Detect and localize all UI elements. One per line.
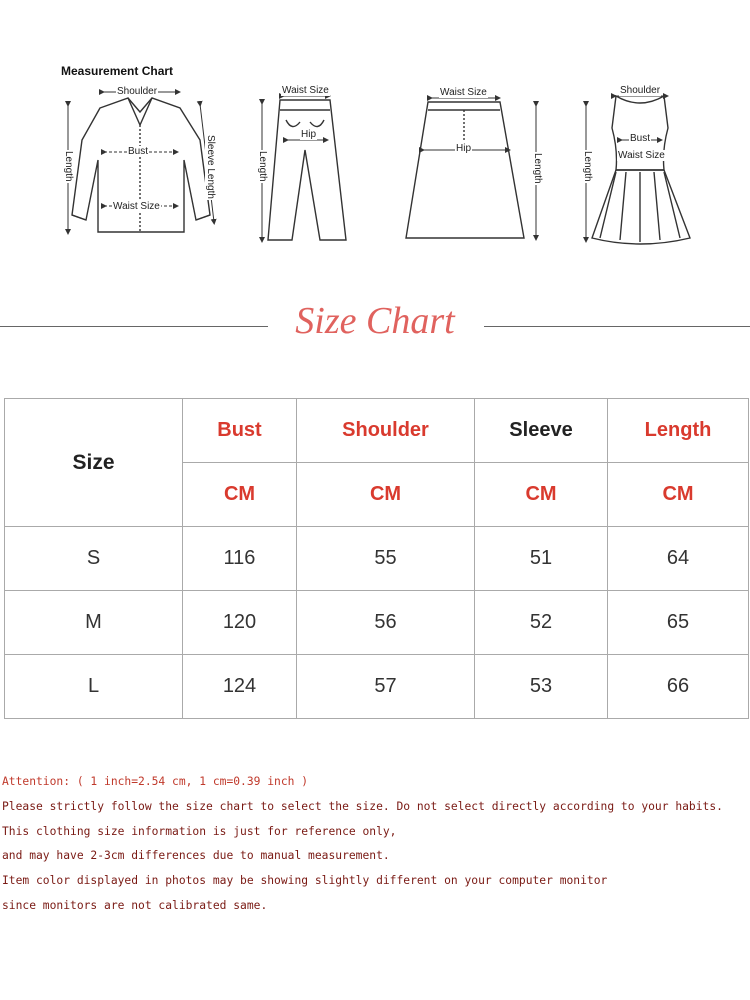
skirt-waist-label: Waist Size xyxy=(440,87,487,98)
table-row xyxy=(5,527,749,591)
garment-diagrams xyxy=(0,0,750,260)
size-cell: M xyxy=(5,591,183,655)
size-chart-title: Size Chart xyxy=(295,300,455,342)
pants-waist-label: Waist Size xyxy=(282,85,329,96)
size-notes xyxy=(2,770,723,919)
bust-cell: 124 xyxy=(183,655,297,719)
length-unit: CM xyxy=(608,463,749,527)
heading-divider-left xyxy=(0,326,268,327)
heading-divider-right xyxy=(484,326,750,327)
table-header-row xyxy=(5,399,749,463)
shoulder-cell: 55 xyxy=(297,527,475,591)
size-cell: S xyxy=(5,527,183,591)
skirt-hip-label: Hip xyxy=(456,143,472,154)
shirt-waist-label: Waist Size xyxy=(113,201,160,212)
table-row xyxy=(5,591,749,655)
skirt-length-label: Length xyxy=(532,153,543,184)
dress-bust-label: Bust xyxy=(630,133,651,144)
bust-cell: 120 xyxy=(183,591,297,655)
length-column-header: Length xyxy=(608,399,749,463)
dress-waist-label: Waist Size xyxy=(618,150,665,161)
shoulder-cell: 56 xyxy=(297,591,475,655)
attention-note: Attention: ( 1 inch=2.54 cm, 1 cm=0.39 inch ) xyxy=(2,775,309,788)
dress-shoulder-label: Shoulder xyxy=(620,85,661,96)
skirt-icon xyxy=(406,102,524,238)
length-cell: 65 xyxy=(608,591,749,655)
shoulder-unit: CM xyxy=(297,463,475,527)
note-line: Please strictly follow the size chart to select the size. Do not select directly according to your habits. xyxy=(2,799,723,813)
measurement-diagrams xyxy=(0,0,750,260)
shirt-bust-label: Bust xyxy=(128,146,149,157)
length-cell: 66 xyxy=(608,655,749,719)
note-line: This clothing size information is just for reference only, xyxy=(2,824,397,838)
note-line: Item color displayed in photos may be showing slightly different on your computer monitor xyxy=(2,874,608,888)
table-row xyxy=(5,655,749,719)
length-cell: 64 xyxy=(608,527,749,591)
size-cell: L xyxy=(5,655,183,719)
shoulder-cell: 57 xyxy=(297,655,475,719)
dress-icon xyxy=(592,96,690,244)
measurement-chart-title: Measurement Chart xyxy=(61,64,174,78)
sleeve-cell: 53 xyxy=(475,655,608,719)
shirt-shoulder-label: Shoulder xyxy=(117,86,158,97)
pants-icon xyxy=(268,100,346,240)
pants-length-label: Length xyxy=(257,151,268,182)
sleeve-unit: CM xyxy=(475,463,608,527)
size-column-header: Size xyxy=(5,399,183,527)
bust-unit: CM xyxy=(183,463,297,527)
size-table xyxy=(4,398,749,719)
shirt-sleeve-label: Sleeve Length xyxy=(205,135,216,199)
dress-length-label: Length xyxy=(582,151,593,182)
sleeve-cell: 52 xyxy=(475,591,608,655)
shoulder-column-header: Shoulder xyxy=(297,399,475,463)
sleeve-column-header: Sleeve xyxy=(475,399,608,463)
bust-cell: 116 xyxy=(183,527,297,591)
note-line: and may have 2-3cm differences due to manual measurement. xyxy=(2,849,390,863)
pants-hip-label: Hip xyxy=(301,129,317,140)
sleeve-cell: 51 xyxy=(475,527,608,591)
shirt-length-label: Length xyxy=(63,151,74,182)
note-line: since monitors are not calibrated same. xyxy=(2,898,268,912)
bust-column-header: Bust xyxy=(183,399,297,463)
